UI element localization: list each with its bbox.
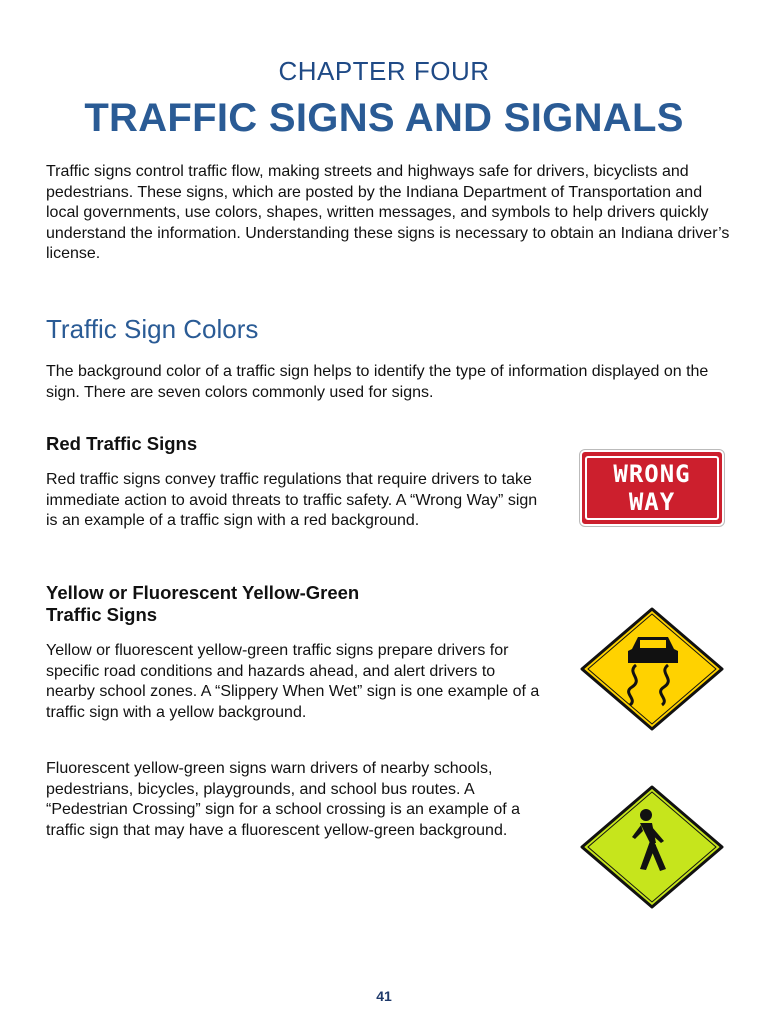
wrong-way-line-2: WAY xyxy=(628,488,676,516)
yellow-signs-heading xyxy=(46,582,359,626)
yellow-green-signs-paragraph: Fluorescent yellow-green signs warn drivers of nearby schools, pedestrians, bicycles, playgrounds, and school bus routes. A “Pedestrian Crossing” sign for a school crossing is an example of a traffic sign that may have a fluorescent yellow-green background. xyxy=(46,760,520,839)
intro-paragraph: Traffic signs control traffic flow, making streets and highways safe for drivers, bicyclists and pedestrians. These signs, which are posted by the Indiana Department of Transportation and local governments, use colors, shapes, written messages, and symbols to help drivers quickly understand the information. Understanding these signs is necessary to obtain an Indiana driver’s license. xyxy=(46,163,730,263)
chapter-label: CHAPTER FOUR xyxy=(278,56,490,86)
wrong-way-sign-icon xyxy=(580,450,724,526)
page-number: 41 xyxy=(376,988,392,1004)
red-signs-paragraph: Red traffic signs convey traffic regulations that require drivers to take immediate action to avoid threats to traffic safety. A “Wrong Way” sign is an example of a traffic sign with a red background. xyxy=(46,471,538,530)
section-heading-sign-colors: Traffic Sign Colors xyxy=(46,314,259,344)
slippery-when-wet-sign-icon xyxy=(580,607,724,731)
wrong-way-line-1: WRONG xyxy=(613,460,691,488)
red-signs-heading: Red Traffic Signs xyxy=(46,433,198,454)
yellow-heading-line-2: Traffic Signs xyxy=(46,604,158,625)
yellow-heading-line-1: Yellow or Fluorescent Yellow-Green xyxy=(46,582,360,603)
yellow-signs-paragraph: Yellow or fluorescent yellow-green traffic signs prepare drivers for specific road conditions and hazards ahead, and alert drivers to nearby school zones. A “Slippery When Wet” sign is one example of a traffic sign with a yellow background. xyxy=(46,642,540,721)
page-title: TRAFFIC SIGNS AND SIGNALS xyxy=(84,96,684,140)
sign-colors-paragraph: The background color of a traffic sign helps to identify the type of information displayed on the sign. There are seven colors commonly used for signs. xyxy=(46,363,709,401)
pedestrian-crossing-sign-icon xyxy=(580,785,724,909)
